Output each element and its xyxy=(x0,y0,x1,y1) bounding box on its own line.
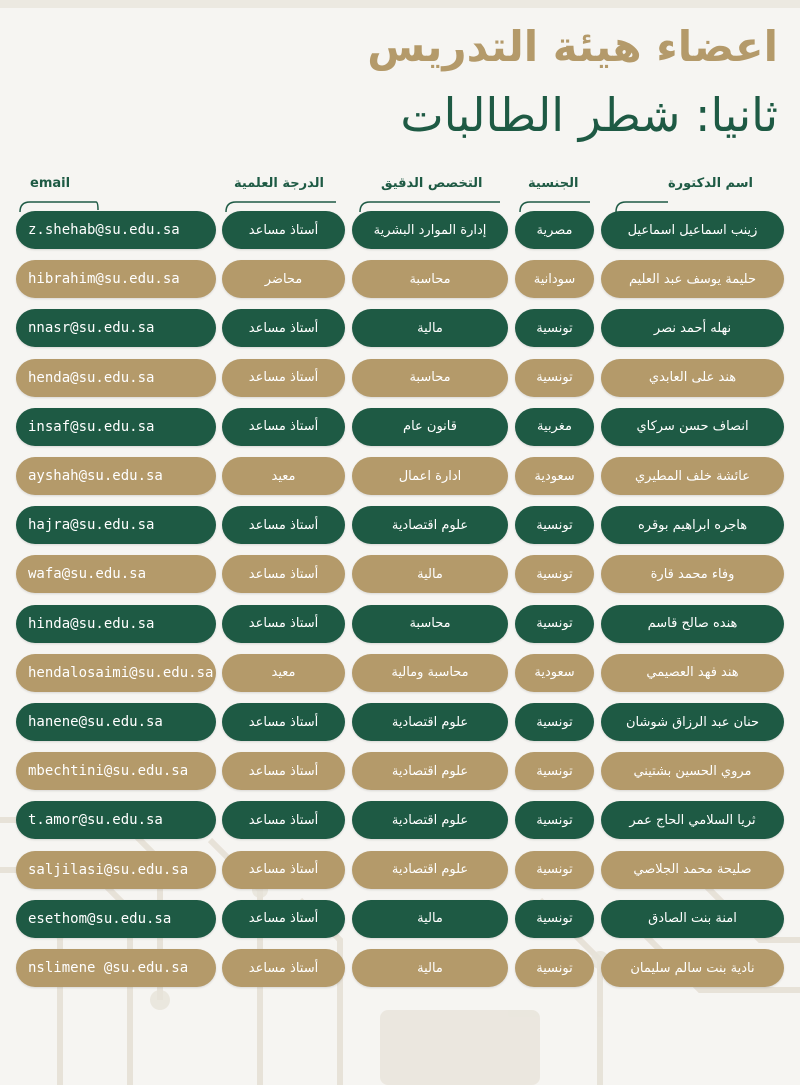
nationality-cell: تونسية xyxy=(515,949,594,987)
faculty-name-cell: ثريا السلامي الحاج عمر xyxy=(601,801,784,839)
table-row xyxy=(0,703,800,741)
table-row xyxy=(0,555,800,593)
nationality-cell: تونسية xyxy=(515,555,594,593)
table-row xyxy=(0,309,800,347)
email-cell: wafa@su.edu.sa xyxy=(16,555,216,593)
faculty-name-cell: هاجره ابراهيم بوقره xyxy=(601,506,784,544)
email-cell: henda@su.edu.sa xyxy=(16,359,216,397)
email-cell: hibrahim@su.edu.sa xyxy=(16,260,216,298)
faculty-name-cell: نادية بنت سالم سليمان xyxy=(601,949,784,987)
faculty-name-cell: امنة بنت الصادق xyxy=(601,900,784,938)
column-header-nationality: الجنسية xyxy=(528,176,579,191)
specialization-cell: محاسبة xyxy=(352,359,508,397)
nationality-cell: تونسية xyxy=(515,900,594,938)
nationality-cell: تونسية xyxy=(515,752,594,790)
faculty-name-cell: صليحة محمد الجلاصي xyxy=(601,851,784,889)
email-cell: hendalosaimi@su.edu.sa xyxy=(16,654,216,692)
faculty-name-cell: انصاف حسن سركاي xyxy=(601,408,784,446)
specialization-cell: قانون عام xyxy=(352,408,508,446)
faculty-name-cell: عائشة خلف المطيري xyxy=(601,457,784,495)
email-cell: hinda@su.edu.sa xyxy=(16,605,216,643)
email-cell: hanene@su.edu.sa xyxy=(16,703,216,741)
degree-cell: معيد xyxy=(222,457,345,495)
email-cell: ayshah@su.edu.sa xyxy=(16,457,216,495)
nationality-cell: سودانية xyxy=(515,260,594,298)
table-row xyxy=(0,408,800,446)
degree-cell: أستاذ مساعد xyxy=(222,359,345,397)
column-header-degree: الدرجة العلمية xyxy=(234,176,324,191)
degree-cell: أستاذ مساعد xyxy=(222,506,345,544)
table-row xyxy=(0,851,800,889)
nationality-cell: سعودية xyxy=(515,457,594,495)
degree-cell: معيد xyxy=(222,654,345,692)
faculty-name-cell: حليمة يوسف عبد العليم xyxy=(601,260,784,298)
nationality-cell: تونسية xyxy=(515,605,594,643)
nationality-cell: تونسية xyxy=(515,506,594,544)
email-cell: saljilasi@su.edu.sa xyxy=(16,851,216,889)
column-header-name: اسم الدكتورة xyxy=(668,176,753,191)
table-row xyxy=(0,359,800,397)
table-row xyxy=(0,900,800,938)
nationality-cell: تونسية xyxy=(515,801,594,839)
degree-cell: أستاذ مساعد xyxy=(222,605,345,643)
email-cell: z.shehab@su.edu.sa xyxy=(16,211,216,249)
faculty-name-cell: حنان عبد الرزاق شوشان xyxy=(601,703,784,741)
faculty-name-cell: نهله أحمد نصر xyxy=(601,309,784,347)
email-cell: t.amor@su.edu.sa xyxy=(16,801,216,839)
table-row xyxy=(0,260,800,298)
specialization-cell: إدارة الموارد البشرية xyxy=(352,211,508,249)
faculty-name-cell: هند على العابدي xyxy=(601,359,784,397)
table-row xyxy=(0,506,800,544)
table-row xyxy=(0,949,800,987)
nationality-cell: تونسية xyxy=(515,703,594,741)
specialization-cell: ادارة اعمال xyxy=(352,457,508,495)
column-header-email: email xyxy=(30,176,71,191)
email-cell: nnasr@su.edu.sa xyxy=(16,309,216,347)
specialization-cell: محاسبة ومالية xyxy=(352,654,508,692)
degree-cell: أستاذ مساعد xyxy=(222,555,345,593)
specialization-cell: مالية xyxy=(352,555,508,593)
page-title: اعضاء هيئة التدريس xyxy=(367,22,778,71)
specialization-cell: محاسبة xyxy=(352,605,508,643)
email-cell: mbechtini@su.edu.sa xyxy=(16,752,216,790)
faculty-name-cell: وفاء محمد قارة xyxy=(601,555,784,593)
email-cell: nslimene @su.edu.sa xyxy=(16,949,216,987)
degree-cell: أستاذ مساعد xyxy=(222,408,345,446)
specialization-cell: علوم اقتصادية xyxy=(352,506,508,544)
degree-cell: أستاذ مساعد xyxy=(222,801,345,839)
faculty-name-cell: زينب اسماعيل اسماعيل xyxy=(601,211,784,249)
page-subtitle: ثانيا: شطر الطالبات xyxy=(400,88,778,142)
specialization-cell: محاسبة xyxy=(352,260,508,298)
degree-cell: أستاذ مساعد xyxy=(222,900,345,938)
nationality-cell: تونسية xyxy=(515,851,594,889)
specialization-cell: مالية xyxy=(352,309,508,347)
nationality-cell: سعودية xyxy=(515,654,594,692)
specialization-cell: مالية xyxy=(352,900,508,938)
nationality-cell: مصرية xyxy=(515,211,594,249)
email-cell: hajra@su.edu.sa xyxy=(16,506,216,544)
faculty-name-cell: هنده صالح قاسم xyxy=(601,605,784,643)
degree-cell: محاضر xyxy=(222,260,345,298)
degree-cell: أستاذ مساعد xyxy=(222,949,345,987)
nationality-cell: تونسية xyxy=(515,309,594,347)
degree-cell: أستاذ مساعد xyxy=(222,211,345,249)
table-row xyxy=(0,752,800,790)
specialization-cell: مالية xyxy=(352,949,508,987)
nationality-cell: مغربية xyxy=(515,408,594,446)
degree-cell: أستاذ مساعد xyxy=(222,752,345,790)
email-cell: insaf@su.edu.sa xyxy=(16,408,216,446)
degree-cell: أستاذ مساعد xyxy=(222,851,345,889)
faculty-name-cell: مروي الحسين بشتيني xyxy=(601,752,784,790)
email-cell: esethom@su.edu.sa xyxy=(16,900,216,938)
table-header xyxy=(0,176,800,216)
table-row xyxy=(0,801,800,839)
degree-cell: أستاذ مساعد xyxy=(222,309,345,347)
specialization-cell: علوم اقتصادية xyxy=(352,851,508,889)
table-row xyxy=(0,211,800,249)
specialization-cell: علوم اقتصادية xyxy=(352,752,508,790)
nationality-cell: تونسية xyxy=(515,359,594,397)
table-row xyxy=(0,654,800,692)
column-header-specialization: التخصص الدقيق xyxy=(381,176,483,191)
specialization-cell: علوم اقتصادية xyxy=(352,703,508,741)
degree-cell: أستاذ مساعد xyxy=(222,703,345,741)
faculty-name-cell: هند فهد العصيمي xyxy=(601,654,784,692)
table-row xyxy=(0,457,800,495)
table-row xyxy=(0,605,800,643)
specialization-cell: علوم اقتصادية xyxy=(352,801,508,839)
